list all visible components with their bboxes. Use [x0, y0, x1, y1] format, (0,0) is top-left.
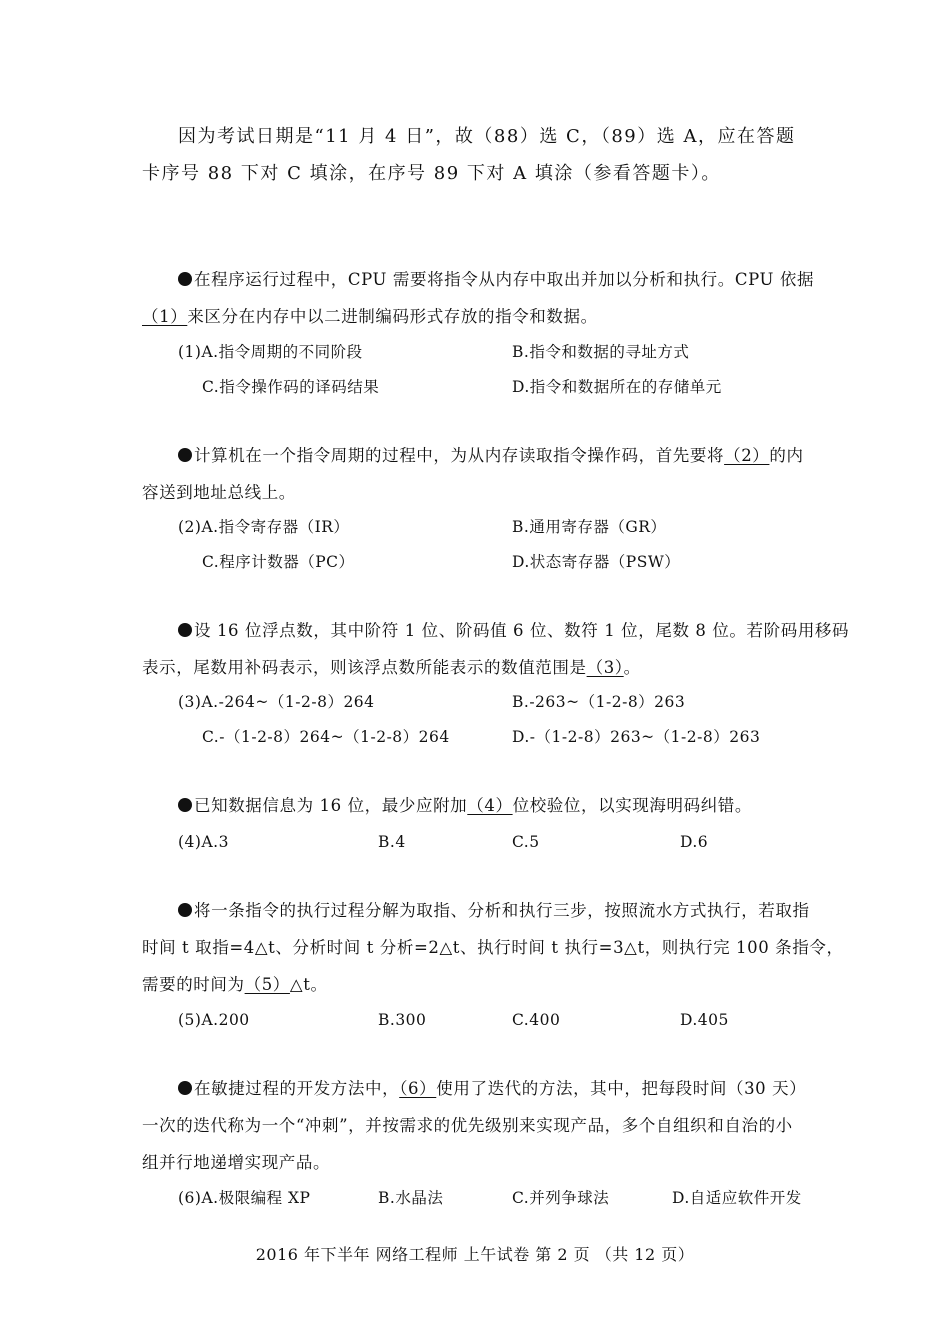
question-5-line-3: 需要的时间为（5）△t。: [142, 975, 328, 994]
question-4-line-1: 已知数据信息为 16 位，最少应附加（4）位校验位，以实现海明码纠错。: [178, 795, 752, 817]
option-5d: D.405: [680, 1011, 729, 1029]
page-footer: 2016 年下半年 网络工程师 上午试卷 第 2 页 （共 12 页）: [255, 1245, 695, 1264]
bullet-icon: [178, 623, 192, 637]
bullet-icon: [178, 798, 192, 812]
option-5b: B.300: [378, 1011, 427, 1029]
option-6c: C.并列争球法: [512, 1189, 610, 1207]
question-5-line-2: 时间 t 取指=4△t、分析时间 t 分析=2△t、执行时间 t 执行=3△t，则执行完 100 条指令，: [142, 938, 844, 957]
question-6-line-2: 一次的迭代称为一个“冲刺”，并按需求的优先级别来实现产品，多个自组织和自治的小: [142, 1116, 793, 1135]
question-6-line-1: 在敏捷过程的开发方法中，（6）使用了迭代的方法，其中，把每段时间（30 天）: [178, 1078, 806, 1100]
option-6b: B.水晶法: [378, 1189, 444, 1207]
option-2d: D.状态寄存器（PSW）: [512, 553, 681, 571]
option-4d: D.6: [680, 833, 709, 851]
answer-blank: （5）: [244, 975, 290, 994]
option-2c: C.程序计数器（PC）: [202, 553, 355, 571]
option-4a: (4)A.3: [178, 833, 229, 851]
answer-blank: （2）: [724, 446, 770, 465]
option-3d: D.-（1-2-8）263~（1-2-8）263: [512, 728, 761, 746]
option-2a: (2)A.指令寄存器（IR）: [178, 518, 350, 536]
question-3-line-1: 设 16 位浮点数，其中阶符 1 位、阶码值 6 位、数符 1 位，尾数 8 位。若阶码用移码: [178, 620, 849, 642]
bullet-icon: [178, 903, 192, 917]
question-1-line-1: 在程序运行过程中，CPU 需要将指令从内存中取出并加以分析和执行。CPU 依据: [178, 269, 814, 291]
intro-line-1: 因为考试日期是“11 月 4 日”，故（88）选 C，（89）选 A，应在答题: [178, 126, 796, 147]
option-5a: (5)A.200: [178, 1011, 250, 1029]
option-1c: C.指令操作码的译码结果: [202, 378, 380, 396]
question-3-line-2: 表示，尾数用补码表示，则该浮点数所能表示的数值范围是（3）。: [142, 658, 641, 677]
question-5-line-1: 将一条指令的执行过程分解为取指、分析和执行三步，按照流水方式执行，若取指: [178, 900, 810, 922]
option-3c: C.-（1-2-8）264~（1-2-8）264: [202, 728, 450, 746]
bullet-icon: [178, 272, 192, 286]
option-3a: (3)A.-264~（1-2-8）264: [178, 693, 375, 711]
option-1d: D.指令和数据所在的存储单元: [512, 378, 722, 396]
question-2-line-1: 计算机在一个指令周期的过程中，为从内存读取指令操作码，首先要将（2）的内: [178, 445, 804, 467]
option-5c: C.400: [512, 1011, 561, 1029]
answer-blank: （3）: [586, 658, 624, 677]
option-4b: B.4: [378, 833, 406, 851]
option-4c: C.5: [512, 833, 540, 851]
option-1a: (1)A.指令周期的不同阶段: [178, 343, 363, 361]
option-6a: (6)A.极限编程 XP: [178, 1189, 311, 1207]
option-6d: D.自适应软件开发: [672, 1189, 802, 1207]
bullet-icon: [178, 1081, 192, 1095]
answer-blank: （6）: [399, 1079, 437, 1098]
option-2b: B.通用寄存器（GR）: [512, 518, 667, 536]
question-6-line-3: 组并行地递增实现产品。: [142, 1153, 331, 1172]
intro-line-2: 卡序号 88 下对 C 填涂，在序号 89 下对 A 填涂（参看答题卡）。: [142, 163, 721, 184]
bullet-icon: [178, 448, 192, 462]
answer-blank: （1）: [142, 307, 188, 326]
answer-blank: （4）: [467, 796, 513, 815]
question-1-line-2: （1）来区分在内存中以二进制编码形式存放的指令和数据。: [142, 307, 598, 326]
question-2-line-2: 容送到地址总线上。: [142, 483, 296, 502]
option-3b: B.-263~（1-2-8）263: [512, 693, 686, 711]
option-1b: B.指令和数据的寻址方式: [512, 343, 690, 361]
